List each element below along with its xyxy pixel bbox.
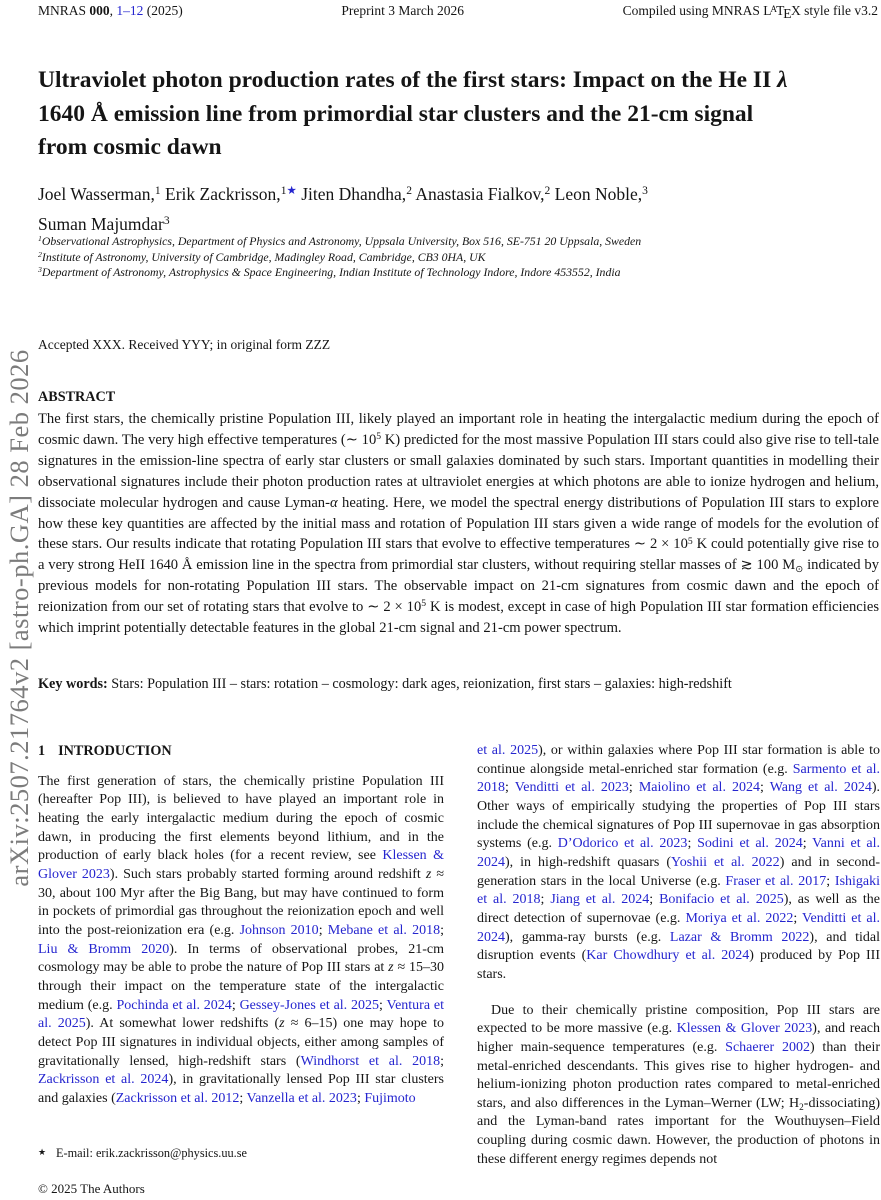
text-segment: ;	[356, 1090, 365, 1106]
text-segment: 2	[799, 1101, 804, 1112]
affiliation-2	[38, 250, 868, 266]
text-segment: ) and in second-generation stars in the local Universe (e.g.	[477, 854, 880, 889]
affiliation-3	[38, 265, 868, 281]
text-segment: Institute of Astronomy, University of Cambridge, Madingley Road, Cambridge, CB3 0HA, UK	[41, 249, 486, 264]
text-segment: Compiled using MNRAS L	[622, 3, 772, 18]
text-segment: Leon Noble,	[550, 184, 643, 204]
text-segment: Suman Majumdar	[38, 214, 164, 234]
text-segment: ), or within galaxies where Pop III star formation is able to continue alongside metal-enriched star formation (e.g.	[477, 743, 880, 777]
citation-link[interactable]: Ventura et al. 2025	[38, 997, 445, 1032]
abstract-heading: ABSTRACT	[38, 389, 116, 405]
text-segment: ;	[760, 780, 770, 796]
text-segment: z	[388, 960, 394, 976]
text-segment: Jiten Dhandha,	[296, 184, 407, 204]
text-segment: 000	[89, 3, 110, 18]
citation-link[interactable]: Fraser et al. 2017	[725, 873, 827, 889]
text-segment: ;	[440, 922, 444, 938]
text-segment: Anastasia Fialkov,	[411, 184, 545, 204]
journal-reference	[38, 3, 183, 22]
text-segment: ⊙	[795, 564, 804, 576]
keywords-line	[38, 676, 879, 693]
citation-link[interactable]: Zackrisson et al. 2024	[38, 1072, 169, 1088]
text-segment: Erik Zackrisson,	[160, 184, 281, 204]
text-segment: 1	[154, 185, 161, 198]
text-segment: ;	[239, 1090, 247, 1106]
intro-paragraph-right-2	[477, 1002, 880, 1170]
citation-link[interactable]: Sodini et al. 2024	[697, 836, 803, 852]
citation-link[interactable]: Schaerer 2002	[725, 1039, 810, 1055]
citation-link[interactable]: Vanzella et al. 2023	[246, 1090, 357, 1106]
citation-link[interactable]: Sarmento et al. 2018	[477, 761, 880, 796]
text-segment: ≈ 6–15) one may hope to detect Pop III signatures in individual objects, either among samples of gravitationally lensed, high-redshift stars (	[38, 1016, 444, 1069]
text-segment: ;	[687, 836, 698, 852]
arxiv-watermark: arXiv:2507.21764v2 [astro-ph.GA] 28 Feb 2026	[4, 349, 34, 887]
text-segment: ) produced by Pop III stars.	[477, 948, 880, 982]
citation-link[interactable]: Lazar & Bromm 2022	[669, 929, 810, 945]
text-segment: 3	[38, 265, 42, 275]
text-segment: 2	[406, 185, 412, 198]
title-line-3	[38, 131, 856, 165]
citation-link[interactable]: Johnson 2010	[239, 922, 319, 938]
text-segment: ;	[318, 922, 328, 938]
text-segment: ≈ 30, about 100 Myr after the Big Bang, but may have continued to form in pockets of primordial gas throughout the reionization epoch and well into the post-reionization era (e.g.	[38, 866, 444, 938]
intro-paragraph-left	[38, 773, 444, 1109]
citation-link[interactable]: Windhorst et al. 2018	[300, 1053, 441, 1069]
section-title: INTRODUCTION	[58, 743, 172, 759]
text-segment: ). Such stars probably started forming around redshift	[109, 866, 426, 882]
text-segment: indicated by previous models for non-rotating Population III stars. The observable impact on 21-cm signatures from cosmic dawn and the epoch of reionization from our set of rotating stars that evolve to ∼ 2 × 10	[38, 557, 879, 616]
text-segment: 1	[280, 185, 287, 198]
pages-link[interactable]: 1–12	[116, 3, 144, 18]
text-segment: 2	[38, 249, 42, 259]
title-line-1	[38, 64, 856, 98]
author-line-1	[38, 179, 868, 209]
text-segment: ;	[440, 1053, 444, 1069]
text-segment: style file v3.2	[800, 3, 878, 18]
text-segment: X	[791, 3, 801, 18]
email-footnote	[38, 1146, 444, 1161]
title-line-2	[38, 98, 856, 132]
text-segment: ). In terms of observational probes, 21-cm cosmology may be able to probe the nature of Pop III stars at	[38, 941, 444, 976]
text-segment: K is modest, except in case of high Population III star formation efficiencies which imprint potentially detectable features in the global 21-cm signal and 21-cm power spectrum.	[38, 599, 879, 637]
text-segment: ), and reach higher main-sequence temperatures (e.g.	[477, 1021, 880, 1055]
text-segment: The first generation of stars, the chemically pristine Population III (hereafter Pop III), is believed to have played an important role in heating the early intergalactic medium during the epoch of cosmic dawn, in producing the first elements beyond lithium, and in the production of early black holes (for a recent review, see	[38, 773, 444, 864]
right-column	[477, 742, 880, 1169]
affiliation-1	[38, 234, 868, 250]
page-header	[38, 3, 878, 22]
citation-link[interactable]: Jiang et al. 2024	[550, 892, 650, 908]
text-segment: MNRAS	[38, 3, 90, 18]
text-segment: Key words:	[38, 676, 108, 692]
citation-link[interactable]: Liu & Bromm 2020	[38, 941, 170, 957]
text-segment: Joel Wasserman,	[38, 184, 155, 204]
text-segment: 5	[687, 535, 693, 547]
citation-link[interactable]: Mebane et al. 2018	[327, 922, 441, 938]
citation-link[interactable]: Venditti et al. 2024	[477, 910, 881, 945]
citation-link[interactable]: Vanni et al. 2024	[477, 836, 881, 870]
text-segment: 1640 Å emission line from primordial star clusters and the 21-cm signal	[38, 100, 754, 127]
text-segment: ), in gravitationally lensed Pop III star clusters and galaxies (	[38, 1072, 444, 1106]
text-segment: -dissociating) and the Lyman-band rates important for the Wouthuysen–Field coupling during cosmic dawn. However, the production of photons in these different energy regimes depends not	[477, 1095, 880, 1167]
text-segment: z	[425, 866, 432, 882]
text-segment: Stars: Population III – stars: rotation – cosmology: dark ages, reionization, first stars – galaxies: high-redshift	[107, 676, 732, 692]
text-segment: ;	[505, 780, 515, 796]
text-segment: ;	[793, 910, 802, 926]
citation-link[interactable]: Bonifacio et al. 2025	[659, 892, 784, 908]
text-segment: (2025)	[143, 3, 183, 18]
text-segment: ). Other ways of empirically studying the properties of Pop III stars include the chemical signatures of Pop III supernovae in gas absorption systems (e.g.	[477, 780, 881, 852]
left-column	[38, 742, 444, 1108]
citation-link[interactable]: Maiolino et al. 2024	[638, 780, 760, 796]
text-segment: K) predicted for the most massive Population III stars could also give rise to tell-tale signatures in the emission-line spectra of early star clusters or small galaxies dominated by such stars. Important quantities in modelling their observational signatures include their photon production rates at ultraviolet energies at which photons are able to ionize hydrogen and helium, dissociate molecular hydrogen and cause Lyman-	[38, 431, 879, 511]
intro-paragraph-right-1	[477, 742, 880, 985]
text-segment: ;	[379, 997, 387, 1013]
paper-title	[38, 64, 856, 165]
text-segment: 5	[421, 598, 427, 610]
text-segment: z	[279, 1016, 285, 1032]
text-segment: ), as well as the direct detection of supernovae (e.g.	[477, 892, 880, 926]
corresponding-author-star[interactable]: ★	[286, 185, 297, 198]
text-segment: 3	[163, 215, 170, 228]
footnote-star-icon: ★	[38, 1146, 46, 1157]
text-segment: ,	[109, 3, 117, 18]
text-segment: ;	[628, 780, 639, 796]
text-segment: from cosmic dawn	[38, 134, 222, 160]
text-segment: heating. Here, we model the spectral energy distributions of Population III stars to explore how these key quantities are affected by the initial mass and rotation of Population III stars given a wide range of models for the evolution of these stars. Our results indicate that rotating Population III stars that evolve to effective temperatures ∼ 2 × 10	[38, 494, 879, 553]
text-segment: Observational Astrophysics, Department of Physics and Astronomy, Uppsala University, Box 516, SE-751 20 Uppsala, Sweden	[41, 234, 642, 248]
text-segment: Due to their chemically pristine composition, Pop III stars are expected to be more massive (e.g.	[477, 1002, 880, 1037]
text-segment: α	[329, 494, 338, 511]
text-segment: 2	[544, 185, 551, 198]
compiled-note	[623, 3, 878, 22]
text-segment: ), gamma-ray bursts (e.g.	[505, 929, 670, 945]
text-segment: ) than their metal-enriched descendants. This gives rise to higher hydrogen- and helium-ionizing photon production rates compared to metal-enriched stars, and also differences in the Lyman–Werner (LW; H	[477, 1039, 881, 1111]
citation-link[interactable]: Gessey-Jones et al. 2025	[239, 997, 380, 1013]
text-segment: Department of Astronomy, Astrophysics & Space Engineering, Indian Institute of Technology Indore, Indore 453552, India	[41, 265, 621, 280]
preprint-date: Preprint 3 March 2026	[341, 3, 464, 18]
section-heading-introduction	[38, 742, 444, 761]
citation-link[interactable]: Zackrisson et al. 2012	[115, 1090, 240, 1106]
affiliations	[38, 234, 868, 281]
dates-line: Accepted XXX. Received YYY; in original form ZZZ	[38, 337, 331, 352]
citation-link[interactable]: Fujimoto	[364, 1090, 416, 1106]
text-segment: ;	[649, 892, 660, 908]
text-segment: ;	[540, 892, 551, 908]
text-segment: ;	[802, 836, 813, 852]
text-segment: T	[776, 3, 785, 18]
citation-link[interactable]: Klessen & Glover 2023	[676, 1021, 813, 1037]
text-segment: λ	[777, 67, 788, 93]
citation-link[interactable]: Yoshii et al. 2022	[671, 854, 780, 870]
text-segment: Ultraviolet photon production rates of the first stars: Impact on the He II	[38, 67, 778, 93]
text-segment: A	[770, 4, 778, 15]
citation-link[interactable]: Ishigaki et al. 2018	[477, 873, 881, 908]
text-segment: 1	[38, 234, 42, 244]
citation-link[interactable]: Kar Chowdhury et al. 2024	[586, 948, 750, 964]
text-segment: ), in high-redshift quasars (	[505, 854, 672, 870]
copyright-line: © 2025 The Authors	[38, 1181, 145, 1196]
citation-link[interactable]: Klessen & Glover 2023	[38, 848, 444, 882]
section-number: 1	[38, 743, 46, 759]
author-list	[38, 179, 868, 239]
text-segment: K could potentially give rise to a very strong HeII 1640 Å emission line in the spectra from primordial star clusters, without requiring stellar masses of ≳ 100 M	[38, 536, 879, 574]
email-text: E-mail: erik.zackrisson@physics.uu.se	[52, 1146, 247, 1160]
text-segment: ;	[231, 997, 240, 1013]
citation-link[interactable]: et al. 2025	[477, 743, 539, 758]
text-segment: 3	[642, 185, 648, 198]
citation-link[interactable]: Pochinda et al. 2024	[116, 997, 232, 1013]
text-segment: 5	[376, 431, 382, 443]
abstract-text	[38, 409, 879, 639]
citation-link[interactable]: Venditti et al. 2023	[514, 780, 629, 796]
citation-link[interactable]: Moriya et al. 2022	[685, 910, 794, 926]
citation-link[interactable]: D’Odorico et al. 2023	[557, 836, 688, 852]
text-segment: ), and tidal disruption events (	[477, 929, 880, 964]
text-segment: ;	[826, 873, 835, 889]
text-segment: ≈ 15–30 through their impact on the temperature state of the intergalactic medium (e.g.	[38, 960, 445, 1013]
text-segment: ). At somewhat lower redshifts (	[85, 1016, 280, 1032]
text-segment: The first stars, the chemically pristine Population III, likely played an important role in heating the intergalactic medium during the epoch of cosmic dawn. The very high effective temperatures (∼ 10	[38, 411, 879, 448]
citation-link[interactable]: Wang et al. 2024	[769, 780, 872, 796]
text-segment: E	[783, 5, 792, 21]
